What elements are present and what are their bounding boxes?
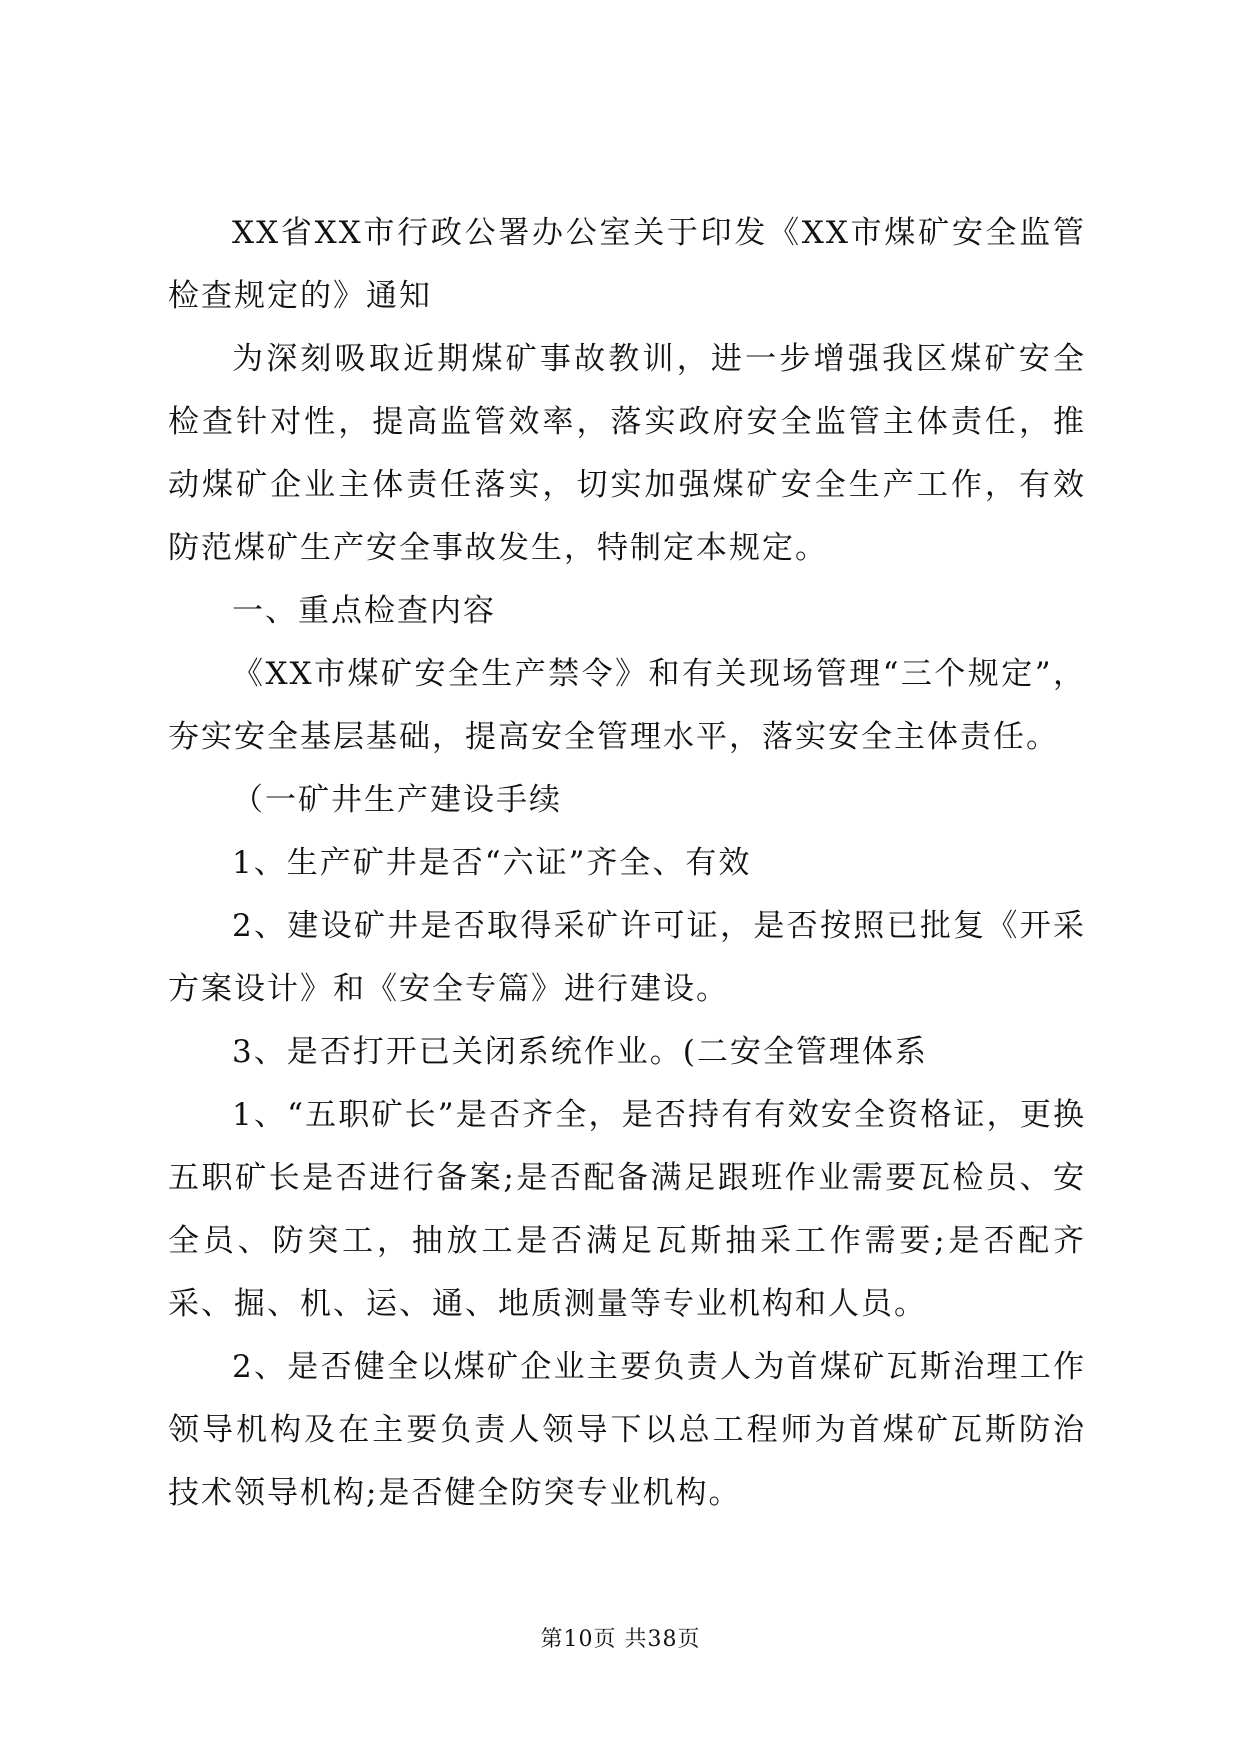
subsection-heading: （一矿井生产建设手续 [232,782,562,818]
paragraph: 《XX市煤矿安全生产禁令》和有关现场管理“三个规定”，夯实安全基层基础，提高安全管理水平，落实安全主体责任。 [168,656,1086,755]
section-heading-key-inspection: 一、重点检查内容 [232,593,496,629]
list-item: 1、“五职矿长”是否齐全，是否持有有效安全资格证，更换五职矿长是否进行备案;是否配备满足跟班作业需要瓦检员、安全员、防突工，抽放工是否满足瓦斯抽采工作需要;是否配齐采、掘、机、运、通、地质测量等专业机构和人员。 [168,1097,1086,1322]
list-item: 2、建设矿井是否取得采矿许可证，是否按照已批复《开采方案设计》和《安全专篇》进行建设。 [168,908,1086,1007]
document-title: XX省XX市行政公署办公室关于印发《XX市煤矿安全监管检查规定的》通知 [168,215,1086,314]
page-number-footer: 第10页 共38页 [540,1627,701,1652]
list-item: 2、是否健全以煤矿企业主要负责人为首煤矿瓦斯治理工作领导机构及在主要负责人领导下以总工程师为首煤矿瓦斯防治技术领导机构;是否健全防突专业机构。 [168,1349,1086,1511]
list-item: 3、是否打开已关闭系统作业。(二安全管理体系 [232,1034,928,1070]
list-item: 1、生产矿井是否“六证”齐全、有效 [232,845,752,881]
document-body [168,202,1086,1525]
intro-paragraph: 为深刻吸取近期煤矿事故教训，进一步增强我区煤矿安全检查针对性，提高监管效率，落实政府安全监管主体责任，推动煤矿企业主体责任落实，切实加强煤矿安全生产工作，有效防范煤矿生产安全事故发生，特制定本规定。 [168,341,1086,566]
